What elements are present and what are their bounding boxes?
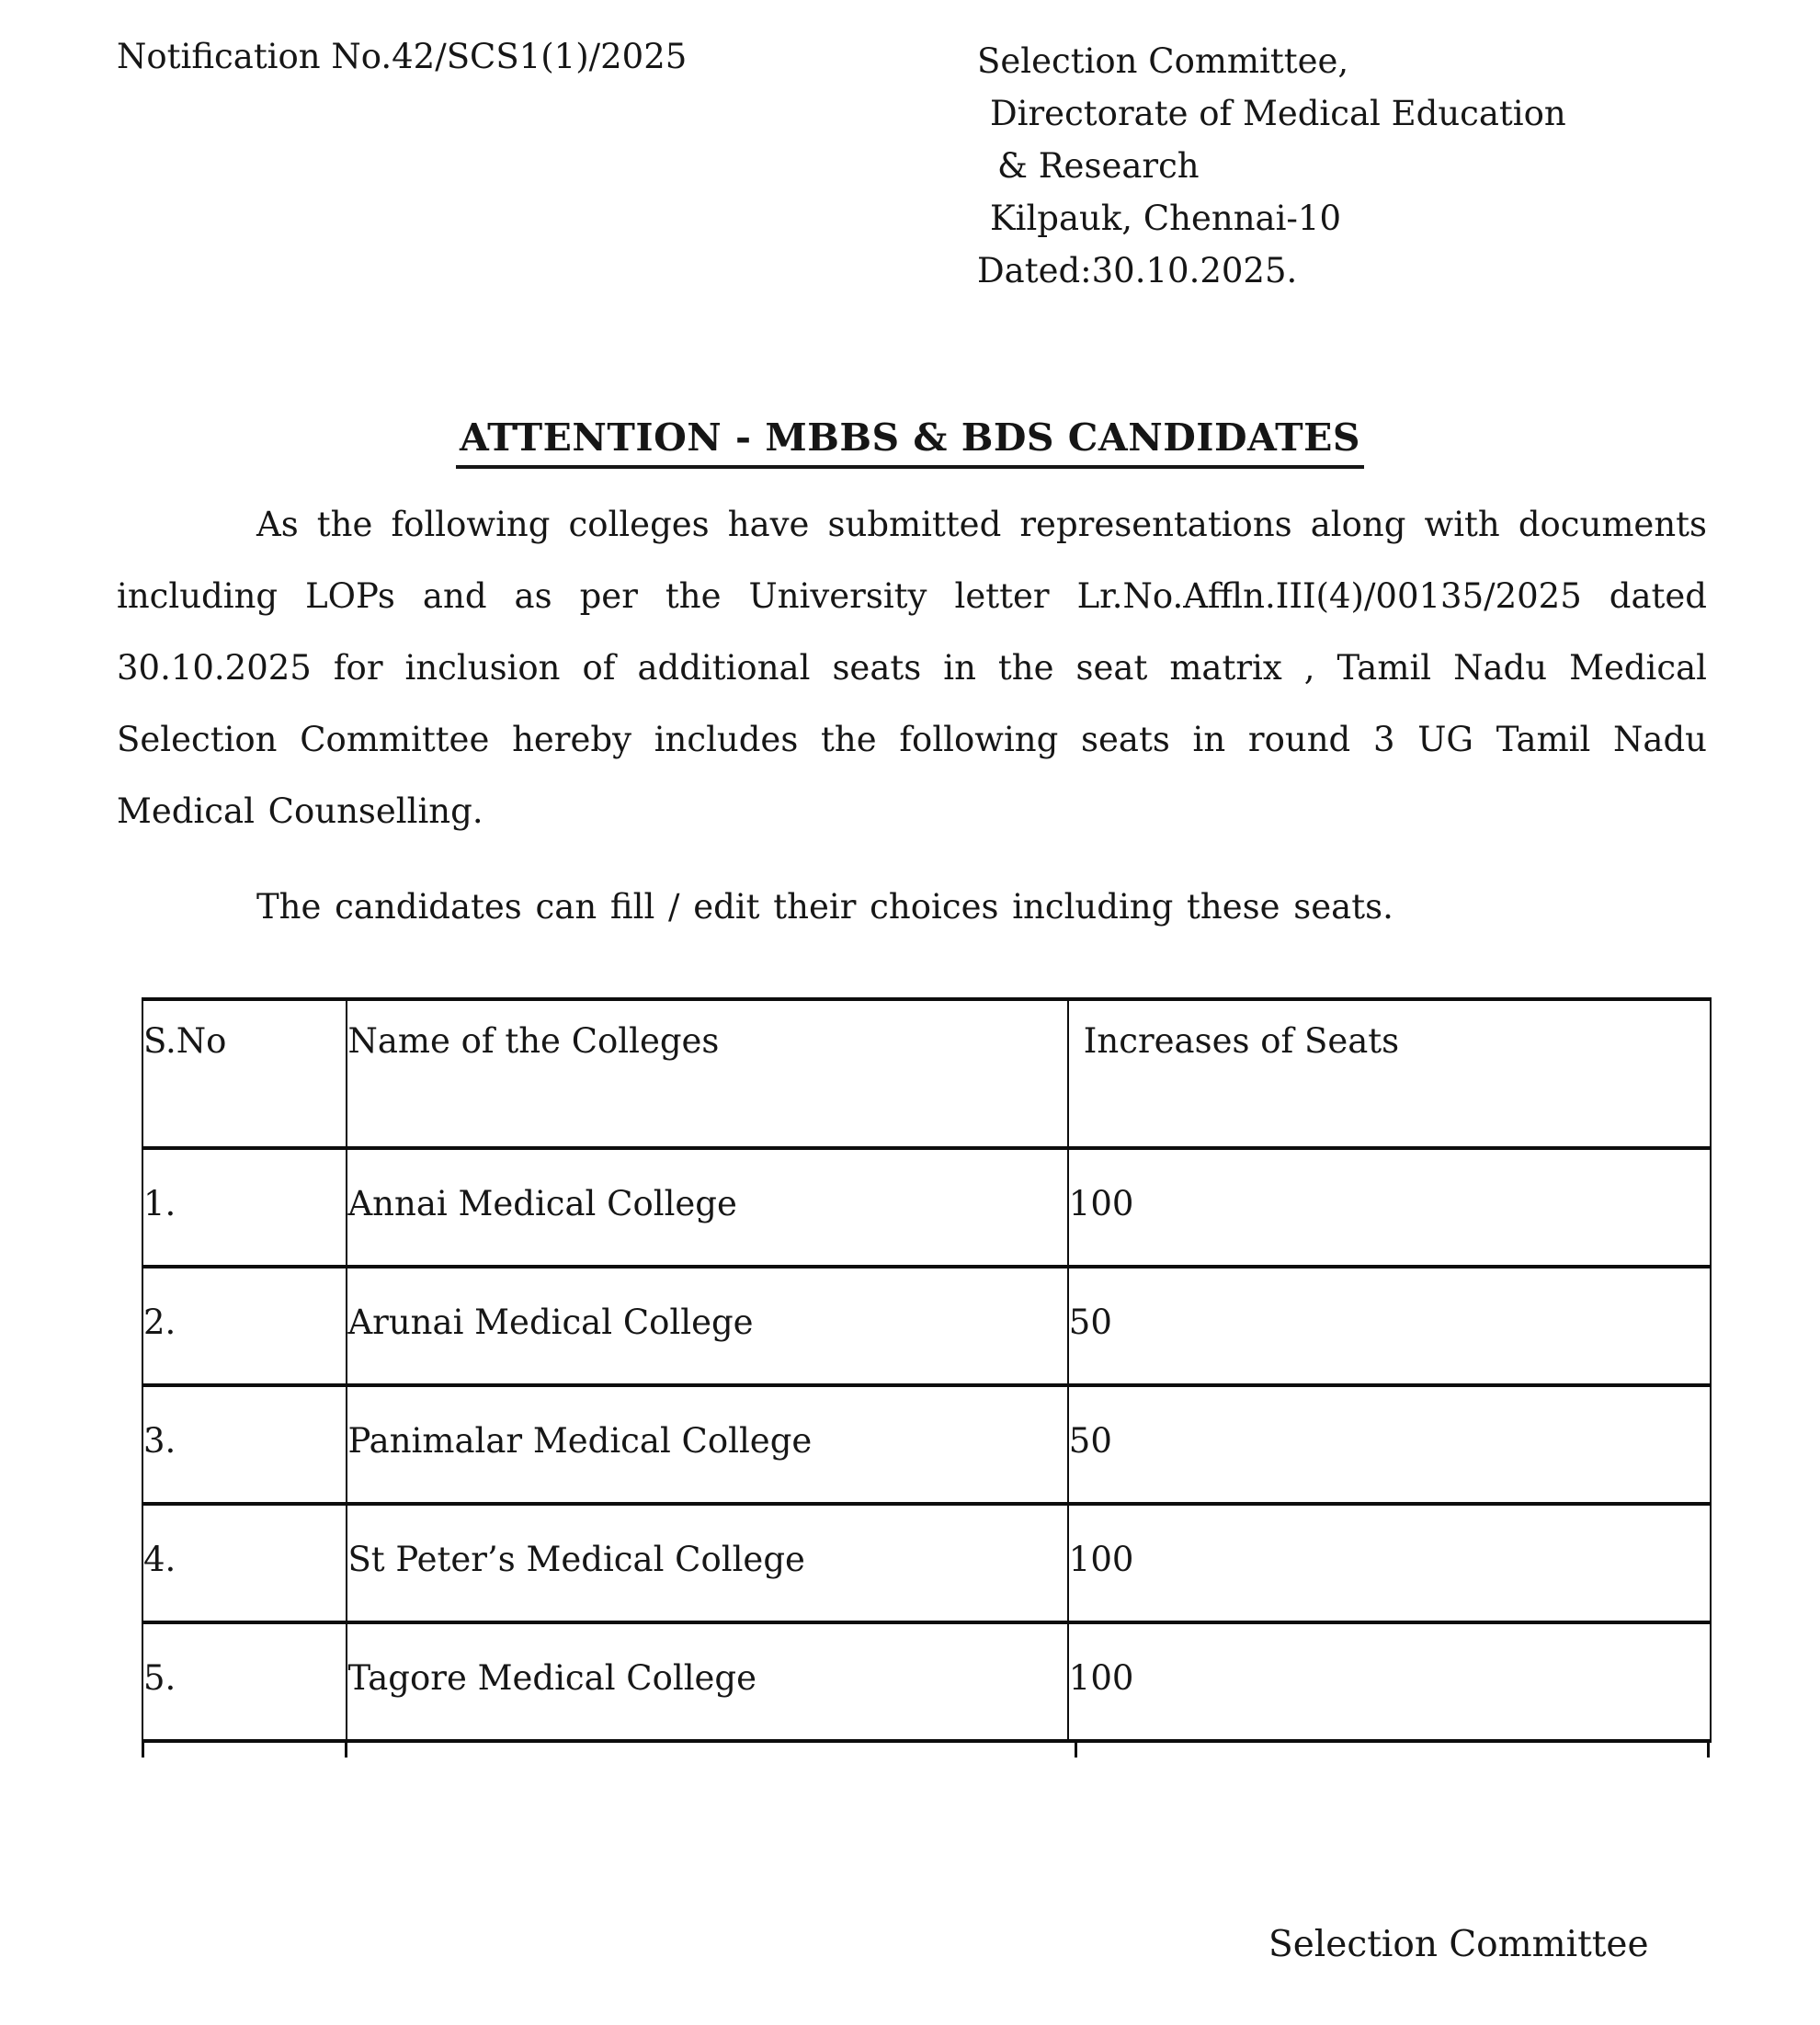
cell-sno: 5. bbox=[142, 1622, 347, 1741]
document-date: Dated:30.10.2025. bbox=[977, 251, 1298, 290]
address-line: Kilpauk, Chennai-10 bbox=[990, 199, 1341, 238]
header-seat-increase: Increases of Seats bbox=[1068, 999, 1711, 1148]
address-line: Directorate of Medical Education bbox=[990, 94, 1566, 133]
table-header-row bbox=[142, 999, 1711, 1148]
table-row bbox=[142, 1385, 1711, 1504]
header-sno: S.No bbox=[142, 999, 347, 1148]
table-row bbox=[142, 1622, 1711, 1741]
cell-seat-increase: 100 bbox=[1068, 1504, 1711, 1622]
seat-increase-table-wrap bbox=[142, 997, 1712, 1743]
table-row bbox=[142, 1504, 1711, 1622]
address-line: Selection Committee, bbox=[977, 41, 1349, 81]
cell-college-name: St Peter’s Medical College bbox=[347, 1504, 1067, 1622]
signature-selection-committee: Selection Committee bbox=[1268, 1924, 1649, 1965]
header-college-name: Name of the Colleges bbox=[347, 999, 1067, 1148]
document-title: ATTENTION - MBBS & BDS CANDIDATES bbox=[456, 415, 1364, 469]
body-paragraph-note: The candidates can fill / edit their choices including these seats. bbox=[256, 887, 1393, 927]
cell-sno: 2. bbox=[142, 1267, 347, 1385]
title-row bbox=[0, 415, 1820, 469]
table-cutoff-stub bbox=[142, 1743, 144, 1758]
cell-seat-increase: 50 bbox=[1068, 1385, 1711, 1504]
cell-college-name: Panimalar Medical College bbox=[347, 1385, 1067, 1504]
cell-seat-increase: 100 bbox=[1068, 1148, 1711, 1267]
table-cutoff-stub bbox=[1075, 1743, 1077, 1758]
cell-sno: 3. bbox=[142, 1385, 347, 1504]
document-header bbox=[117, 35, 1820, 329]
cell-seat-increase: 50 bbox=[1068, 1267, 1711, 1385]
table-cutoff-stub bbox=[345, 1743, 347, 1758]
cell-sno: 1. bbox=[142, 1148, 347, 1267]
cell-college-name: Arunai Medical College bbox=[347, 1267, 1067, 1385]
address-line: & Research bbox=[997, 146, 1200, 186]
cell-sno: 4. bbox=[142, 1504, 347, 1622]
table-row bbox=[142, 1267, 1711, 1385]
cell-college-name: Tagore Medical College bbox=[347, 1622, 1067, 1741]
table-cutoff-stub bbox=[1707, 1743, 1710, 1758]
table-row bbox=[142, 1148, 1711, 1267]
body-paragraph-main: As the following colleges have submitted representations along with documents including LOPs and as per the University letter Lr.No.Affln.III(4)/00135/2025 dated 30.10.2025 for inclusion of additional seats in the seat matrix , Tamil Nadu Medical Selection Committee hereby includes the following seats in round 3 UG Tamil Nadu Medical Counselling. bbox=[117, 505, 1707, 831]
cell-college-name: Annai Medical College bbox=[347, 1148, 1067, 1267]
cell-seat-increase: 100 bbox=[1068, 1622, 1711, 1741]
issuer-address-block bbox=[977, 35, 1566, 297]
seat-increase-table bbox=[142, 997, 1712, 1743]
notification-number: Notification No.42/SCS1(1)/2025 bbox=[117, 37, 688, 76]
